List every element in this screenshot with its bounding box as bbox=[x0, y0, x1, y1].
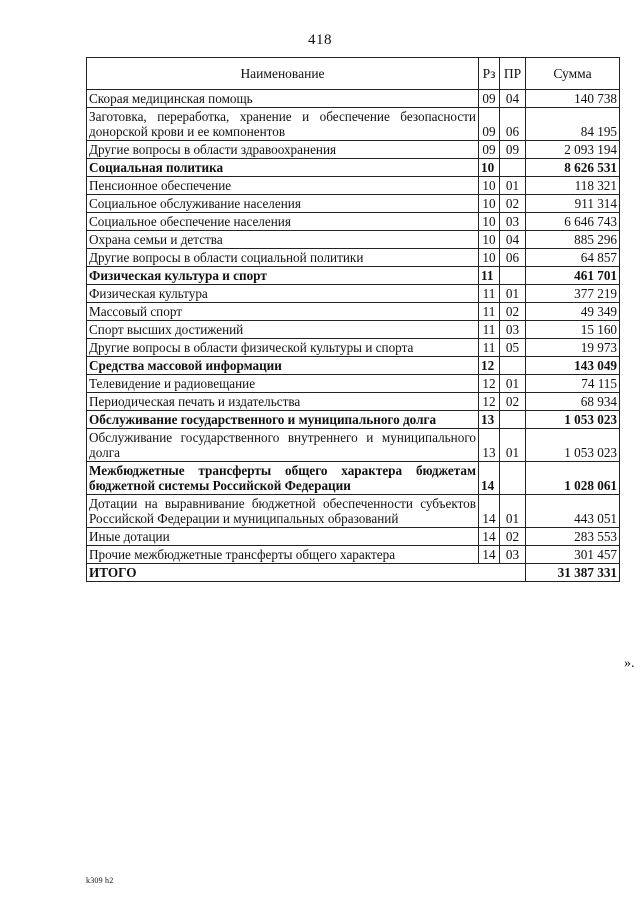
cell-name: Пенсионное обеспечение bbox=[87, 177, 479, 195]
table-row bbox=[87, 285, 620, 303]
cell-sum: 118 321 bbox=[526, 177, 620, 195]
header-sum: Сумма bbox=[526, 58, 620, 90]
cell-sum: 2 093 194 bbox=[526, 141, 620, 159]
cell-pr: 02 bbox=[500, 528, 526, 546]
cell-sum: 64 857 bbox=[526, 249, 620, 267]
cell-pr bbox=[500, 159, 526, 177]
cell-pr bbox=[500, 357, 526, 375]
cell-name: Физическая культура bbox=[87, 285, 479, 303]
cell-pr: 01 bbox=[500, 495, 526, 528]
cell-name: Прочие межбюджетные трансферты общего характера bbox=[87, 546, 479, 564]
table-row bbox=[87, 249, 620, 267]
cell-sum: 49 349 bbox=[526, 303, 620, 321]
cell-rz: 10 bbox=[479, 213, 500, 231]
cell-pr: 02 bbox=[500, 303, 526, 321]
table-row bbox=[87, 213, 620, 231]
cell-sum: 1 053 023 bbox=[526, 411, 620, 429]
cell-rz: 12 bbox=[479, 375, 500, 393]
cell-sum: 443 051 bbox=[526, 495, 620, 528]
table-row bbox=[87, 303, 620, 321]
total-row bbox=[87, 564, 620, 582]
cell-pr: 01 bbox=[500, 285, 526, 303]
table-row bbox=[87, 339, 620, 357]
cell-pr bbox=[500, 462, 526, 495]
cell-name: Средства массовой информации bbox=[87, 357, 479, 375]
cell-name: Другие вопросы в области социальной политики bbox=[87, 249, 479, 267]
cell-pr: 03 bbox=[500, 213, 526, 231]
budget-table bbox=[86, 57, 620, 582]
cell-rz: 14 bbox=[479, 495, 500, 528]
cell-sum: 140 738 bbox=[526, 90, 620, 108]
cell-pr: 02 bbox=[500, 393, 526, 411]
table-row bbox=[87, 159, 620, 177]
table-row bbox=[87, 141, 620, 159]
cell-rz: 10 bbox=[479, 249, 500, 267]
cell-rz: 09 bbox=[479, 90, 500, 108]
header-pr: ПР bbox=[500, 58, 526, 90]
cell-name: Иные дотации bbox=[87, 528, 479, 546]
cell-pr: 03 bbox=[500, 546, 526, 564]
table-row bbox=[87, 393, 620, 411]
cell-rz: 11 bbox=[479, 339, 500, 357]
cell-pr: 06 bbox=[500, 249, 526, 267]
cell-sum: 74 115 bbox=[526, 375, 620, 393]
cell-sum: 15 160 bbox=[526, 321, 620, 339]
cell-name: Физическая культура и спорт bbox=[87, 267, 479, 285]
cell-sum: 885 296 bbox=[526, 231, 620, 249]
cell-name: Социальная политика bbox=[87, 159, 479, 177]
cell-pr: 04 bbox=[500, 231, 526, 249]
cell-sum: 8 626 531 bbox=[526, 159, 620, 177]
cell-pr: 01 bbox=[500, 375, 526, 393]
cell-name: Социальное обслуживание населения bbox=[87, 195, 479, 213]
cell-name: Социальное обеспечение населения bbox=[87, 213, 479, 231]
cell-name: Межбюджетные трансферты общего характера бюджетам бюджетной системы Российской Федерации bbox=[87, 462, 479, 495]
cell-sum: 301 457 bbox=[526, 546, 620, 564]
cell-sum: 283 553 bbox=[526, 528, 620, 546]
cell-rz: 09 bbox=[479, 108, 500, 141]
cell-rz: 10 bbox=[479, 159, 500, 177]
table-row bbox=[87, 375, 620, 393]
cell-name: Охрана семьи и детства bbox=[87, 231, 479, 249]
total-label: ИТОГО bbox=[87, 564, 526, 582]
table-row bbox=[87, 177, 620, 195]
table-row bbox=[87, 90, 620, 108]
cell-sum: 19 973 bbox=[526, 339, 620, 357]
cell-rz: 12 bbox=[479, 393, 500, 411]
cell-rz: 11 bbox=[479, 285, 500, 303]
cell-rz: 14 bbox=[479, 546, 500, 564]
table-row bbox=[87, 546, 620, 564]
cell-name: Дотации на выравнивание бюджетной обеспеченности субъектов Российской Федерации и муниципальных образований bbox=[87, 495, 479, 528]
cell-name: Заготовка, переработка, хранение и обеспечение безопасности донорской крови и ее компонентов bbox=[87, 108, 479, 141]
cell-pr: 06 bbox=[500, 108, 526, 141]
cell-sum: 6 646 743 bbox=[526, 213, 620, 231]
cell-sum: 911 314 bbox=[526, 195, 620, 213]
total-sum: 31 387 331 bbox=[526, 564, 620, 582]
table-row bbox=[87, 429, 620, 462]
cell-pr: 09 bbox=[500, 141, 526, 159]
cell-pr: 05 bbox=[500, 339, 526, 357]
table-row bbox=[87, 267, 620, 285]
cell-name: Спорт высших достижений bbox=[87, 321, 479, 339]
cell-rz: 11 bbox=[479, 321, 500, 339]
cell-name: Скорая медицинская помощь bbox=[87, 90, 479, 108]
table-row bbox=[87, 411, 620, 429]
cell-sum: 68 934 bbox=[526, 393, 620, 411]
cell-rz: 10 bbox=[479, 177, 500, 195]
cell-pr: 04 bbox=[500, 90, 526, 108]
cell-sum: 1 028 061 bbox=[526, 462, 620, 495]
cell-rz: 11 bbox=[479, 267, 500, 285]
cell-pr bbox=[500, 267, 526, 285]
cell-name: Массовый спорт bbox=[87, 303, 479, 321]
table-row bbox=[87, 528, 620, 546]
cell-rz: 13 bbox=[479, 429, 500, 462]
cell-pr bbox=[500, 411, 526, 429]
cell-sum: 461 701 bbox=[526, 267, 620, 285]
cell-name: Периодическая печать и издательства bbox=[87, 393, 479, 411]
cell-sum: 84 195 bbox=[526, 108, 620, 141]
table-row bbox=[87, 231, 620, 249]
cell-pr: 02 bbox=[500, 195, 526, 213]
header-name: Наименование bbox=[87, 58, 479, 90]
table-row bbox=[87, 321, 620, 339]
cell-pr: 01 bbox=[500, 177, 526, 195]
cell-sum: 377 219 bbox=[526, 285, 620, 303]
table-header-row bbox=[87, 58, 620, 90]
table-row bbox=[87, 495, 620, 528]
table-row bbox=[87, 462, 620, 495]
cell-pr: 03 bbox=[500, 321, 526, 339]
cell-rz: 10 bbox=[479, 231, 500, 249]
cell-sum: 1 053 023 bbox=[526, 429, 620, 462]
cell-name: Обслуживание государственного внутреннего и муниципального долга bbox=[87, 429, 479, 462]
cell-rz: 11 bbox=[479, 303, 500, 321]
cell-rz: 14 bbox=[479, 462, 500, 495]
cell-name: Обслуживание государственного и муниципального долга bbox=[87, 411, 479, 429]
cell-sum: 143 049 bbox=[526, 357, 620, 375]
footer-code: k309 h2 bbox=[86, 876, 114, 885]
table-row bbox=[87, 357, 620, 375]
cell-name: Другие вопросы в области физической культуры и спорта bbox=[87, 339, 479, 357]
cell-rz: 13 bbox=[479, 411, 500, 429]
cell-rz: 12 bbox=[479, 357, 500, 375]
closing-quote-mark: ». bbox=[624, 656, 635, 671]
cell-rz: 09 bbox=[479, 141, 500, 159]
header-rz: Рз bbox=[479, 58, 500, 90]
cell-name: Телевидение и радиовещание bbox=[87, 375, 479, 393]
table-row bbox=[87, 195, 620, 213]
cell-name: Другие вопросы в области здравоохранения bbox=[87, 141, 479, 159]
cell-rz: 10 bbox=[479, 195, 500, 213]
page-number: 418 bbox=[308, 32, 332, 48]
cell-pr: 01 bbox=[500, 429, 526, 462]
cell-rz: 14 bbox=[479, 528, 500, 546]
table-row bbox=[87, 108, 620, 141]
